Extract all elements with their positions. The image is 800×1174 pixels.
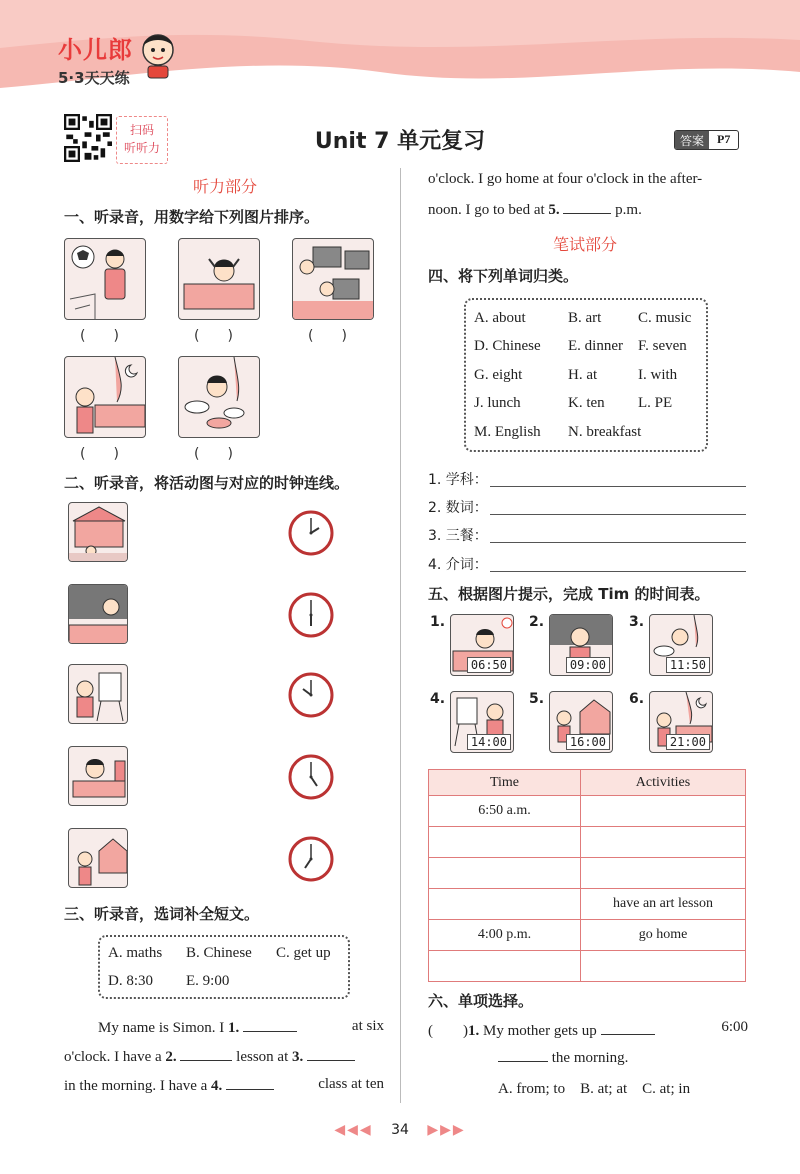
table-cell-time[interactable] (429, 827, 581, 858)
q1-pic-get-up (178, 238, 260, 320)
q1-answer-paren-4[interactable]: ( ) (80, 446, 119, 462)
table-cell-time[interactable] (429, 951, 581, 982)
q3-blank-3[interactable] (307, 1047, 355, 1061)
q3-blank-5[interactable] (563, 200, 611, 214)
table-cell-time[interactable]: 4:00 p.m. (429, 920, 581, 951)
listening-section-title: 听力部分 (192, 177, 257, 196)
next-arrows-icon: ▶▶▶ (427, 1122, 466, 1138)
q4-word: A. about (474, 310, 526, 326)
q4-word: C. music (638, 310, 692, 326)
q3-passage-line-1: My name is Simon. I 1. at six (98, 1018, 384, 1036)
prev-arrows-icon: ◀◀◀ (334, 1122, 373, 1138)
q4-word: K. ten (568, 395, 605, 411)
q2-pic-lesson (68, 584, 128, 644)
q2-pic-art (68, 664, 128, 724)
mascot-icon (136, 28, 180, 80)
q4-word: H. at (568, 367, 598, 383)
q6-question-line-1: ( )1. My mother gets up 6:00 (428, 1019, 748, 1039)
q2-pic-homework (68, 746, 128, 806)
table-row (429, 827, 746, 858)
q6-answer-paren[interactable]: ( ) (428, 1023, 468, 1039)
table-cell-activity[interactable]: have an art lesson (581, 889, 746, 920)
q5-pic-number: 4. (430, 691, 446, 707)
q1-answer-paren-2[interactable]: ( ) (194, 328, 233, 344)
q5-time-label: 21:00 (666, 734, 710, 750)
brand-main: 小儿郎 (58, 36, 133, 64)
table-row (429, 920, 746, 951)
q5-time-label: 06:50 (467, 657, 511, 673)
q4-word: G. eight (474, 367, 523, 383)
q3-passage-line-3: in the morning. I have a 4. class at ten (64, 1076, 384, 1094)
column-divider (400, 168, 401, 1103)
scan-listen-badge: 扫码 听听力 (116, 116, 168, 164)
q1-heading: 一、听录音，用数字给下列图片排序。 (64, 208, 320, 226)
clock-icon (288, 672, 334, 718)
q3-blank-1[interactable] (243, 1018, 297, 1032)
q5-time-label: 09:00 (566, 657, 610, 673)
q4-category-prepositions: 4. 介词： (428, 557, 488, 573)
q1-pic-lunch (178, 356, 260, 438)
q4-category-numbers: 2. 数词： (428, 500, 488, 516)
q2-pic-go-home (68, 828, 128, 888)
q3-option: C. get up (276, 945, 331, 961)
q4-word: M. English (474, 424, 541, 440)
q4-answer-line-2[interactable] (490, 514, 746, 515)
q6-blank-2[interactable] (498, 1048, 548, 1062)
q4-answer-line-4[interactable] (490, 571, 746, 572)
q4-answer-line-1[interactable] (490, 486, 746, 487)
page-number: 34 (391, 1122, 409, 1138)
table-cell-activity[interactable] (581, 951, 746, 982)
q1-pic-football (64, 238, 146, 320)
q1-answer-paren-1[interactable]: ( ) (80, 328, 119, 344)
brand-logo (58, 30, 133, 88)
q5-timetable (428, 769, 746, 982)
table-cell-activity[interactable] (581, 796, 746, 827)
q5-heading: 五、根据图片提示，完成 Tim 的时间表。 (428, 585, 710, 603)
q4-heading: 四、将下列单词归类。 (428, 267, 579, 285)
q6-blank-1[interactable] (601, 1021, 655, 1035)
q5-pic-number: 2. (529, 614, 545, 630)
page-footer (0, 1122, 800, 1138)
q1-pic-go-to-bed (64, 356, 146, 438)
q4-category-subjects: 1. 学科： (428, 472, 488, 488)
table-header-activities: Activities (581, 770, 746, 796)
q3-option: E. 9:00 (186, 973, 230, 989)
q3-passage-line-4: o'clock. I go home at four o'clock in the after- (428, 171, 703, 187)
table-row (429, 951, 746, 982)
answer-page: P7 (717, 132, 731, 146)
page-title: Unit 7 单元复习 (314, 129, 486, 154)
q5-time-label: 16:00 (566, 734, 610, 750)
table-cell-activity[interactable]: go home (581, 920, 746, 951)
q3-passage-line-5: noon. I go to bed at 5. p.m. (428, 202, 642, 218)
clock-icon (288, 836, 334, 882)
table-header-time: Time (429, 770, 581, 796)
table-cell-activity[interactable] (581, 858, 746, 889)
q4-answer-line-3[interactable] (490, 542, 746, 543)
q4-word: E. dinner (568, 338, 623, 354)
q6-question-line-2: the morning. (428, 1048, 748, 1067)
q3-heading: 三、听录音，选词补全短文。 (64, 905, 260, 923)
q5-pic-3 (649, 614, 713, 676)
q5-pic-1 (450, 614, 514, 676)
brand-sub: 5·3天天练 (58, 69, 130, 87)
q2-pic-school (68, 502, 128, 562)
clock-icon (288, 592, 334, 638)
q4-word: L. PE (638, 395, 673, 411)
table-row (429, 796, 746, 827)
q3-blank-2[interactable] (180, 1047, 232, 1061)
q4-word: J. lunch (474, 395, 521, 411)
q5-time-label: 14:00 (467, 734, 511, 750)
q4-word: D. Chinese (474, 338, 541, 354)
q4-word: N. breakfast (568, 424, 642, 440)
table-cell-time[interactable]: 6:50 a.m. (429, 796, 581, 827)
q5-pic-number: 3. (629, 614, 645, 630)
clock-icon (288, 754, 334, 800)
q4-category-meals: 3. 三餐： (428, 528, 488, 544)
q6-heading: 六、单项选择。 (428, 992, 534, 1010)
q5-pic-4 (450, 691, 514, 753)
q1-pic-computer (292, 238, 374, 320)
q3-option: D. 8:30 (108, 973, 153, 989)
q1-answer-paren-5[interactable]: ( ) (194, 446, 233, 462)
answer-label: 答案 (675, 131, 709, 149)
q3-passage-line-2: o'clock. I have a 2. lesson at 3. (64, 1047, 384, 1066)
q3-blank-4[interactable] (226, 1076, 274, 1090)
written-section-title: 笔试部分 (552, 235, 617, 254)
q4-word: B. art (568, 310, 602, 326)
table-row (429, 889, 746, 920)
q2-heading: 二、听录音，将活动图与对应的时钟连线。 (64, 474, 350, 492)
q5-time-label: 11:50 (666, 657, 710, 673)
q5-pic-6 (649, 691, 713, 753)
q5-pic-number: 5. (529, 691, 545, 707)
q5-pic-2 (549, 614, 613, 676)
q4-word: I. with (638, 367, 678, 383)
q3-option: B. Chinese (186, 945, 252, 961)
table-row (429, 858, 746, 889)
q5-pic-number: 6. (629, 691, 645, 707)
table-cell-time[interactable] (429, 889, 581, 920)
q5-pic-5 (549, 691, 613, 753)
q5-pic-number: 1. (430, 614, 446, 630)
q1-answer-paren-3[interactable]: ( ) (308, 328, 347, 344)
q6-options: A. from; to B. at; at C. at; in (498, 1081, 691, 1097)
table-cell-time[interactable] (429, 858, 581, 889)
answer-key-badge (674, 130, 739, 150)
table-cell-activity[interactable] (581, 827, 746, 858)
clock-icon (288, 510, 334, 556)
q4-word: F. seven (638, 338, 687, 354)
q3-option: A. maths (108, 945, 163, 961)
